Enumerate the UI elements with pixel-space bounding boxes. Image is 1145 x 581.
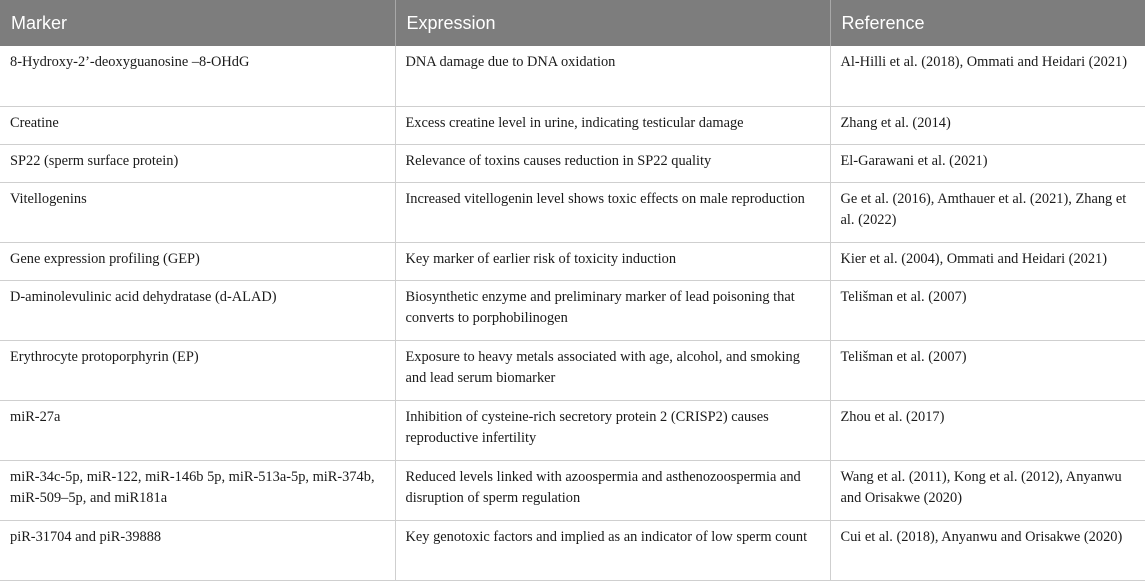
table-row <box>0 46 1145 106</box>
marker-cell: miR-27a <box>0 400 395 460</box>
marker-cell: Erythrocyte protoporphyrin (EP) <box>0 340 395 400</box>
expression-cell: Exposure to heavy metals associated with age, alcohol, and smoking and lead serum biomarker <box>395 340 830 400</box>
expression-cell: Key marker of earlier risk of toxicity induction <box>395 242 830 280</box>
reference-cell: Ge et al. (2016), Amthauer et al. (2021), Zhang et al. (2022) <box>830 182 1145 242</box>
table-row <box>0 340 1145 400</box>
header-reference: Reference <box>830 0 1145 46</box>
expression-cell: Inhibition of cysteine-rich secretory protein 2 (CRISP2) causes reproductive infertility <box>395 400 830 460</box>
marker-cell: Vitellogenins <box>0 182 395 242</box>
table-row <box>0 280 1145 340</box>
reference-cell: Zhou et al. (2017) <box>830 400 1145 460</box>
table-header-row <box>0 0 1145 46</box>
marker-cell: miR-34c-5p, miR-122, miR-146b 5p, miR-513a-5p, miR-374b, miR-509–5p, and miR181a <box>0 460 395 520</box>
marker-cell: SP22 (sperm surface protein) <box>0 144 395 182</box>
reference-cell: Kier et al. (2004), Ommati and Heidari (2021) <box>830 242 1145 280</box>
reference-cell: Wang et al. (2011), Kong et al. (2012), Anyanwu and Orisakwe (2020) <box>830 460 1145 520</box>
table-row <box>0 400 1145 460</box>
reference-cell: El-Garawani et al. (2021) <box>830 144 1145 182</box>
table-row <box>0 520 1145 580</box>
header-expression: Expression <box>395 0 830 46</box>
reference-cell: Al-Hilli et al. (2018), Ommati and Heidari (2021) <box>830 46 1145 106</box>
table-row <box>0 460 1145 520</box>
marker-cell: 8-Hydroxy-2’-deoxyguanosine –8-OHdG <box>0 46 395 106</box>
table-row <box>0 242 1145 280</box>
reference-cell: Telišman et al. (2007) <box>830 280 1145 340</box>
reference-cell: Telišman et al. (2007) <box>830 340 1145 400</box>
expression-cell: Relevance of toxins causes reduction in SP22 quality <box>395 144 830 182</box>
table-row <box>0 106 1145 144</box>
marker-cell: Gene expression profiling (GEP) <box>0 242 395 280</box>
expression-cell: Biosynthetic enzyme and preliminary marker of lead poisoning that converts to porphobilinogen <box>395 280 830 340</box>
marker-cell: piR-31704 and piR-39888 <box>0 520 395 580</box>
marker-cell: Creatine <box>0 106 395 144</box>
expression-cell: Key genotoxic factors and implied as an indicator of low sperm count <box>395 520 830 580</box>
reference-cell: Zhang et al. (2014) <box>830 106 1145 144</box>
header-marker: Marker <box>0 0 395 46</box>
expression-cell: DNA damage due to DNA oxidation <box>395 46 830 106</box>
expression-cell: Reduced levels linked with azoospermia and asthenozoospermia and disruption of sperm regulation <box>395 460 830 520</box>
table-row <box>0 144 1145 182</box>
reference-cell: Cui et al. (2018), Anyanwu and Orisakwe (2020) <box>830 520 1145 580</box>
expression-cell: Increased vitellogenin level shows toxic effects on male reproduction <box>395 182 830 242</box>
marker-cell: D-aminolevulinic acid dehydratase (d-ALAD) <box>0 280 395 340</box>
table-row <box>0 182 1145 242</box>
expression-cell: Excess creatine level in urine, indicating testicular damage <box>395 106 830 144</box>
